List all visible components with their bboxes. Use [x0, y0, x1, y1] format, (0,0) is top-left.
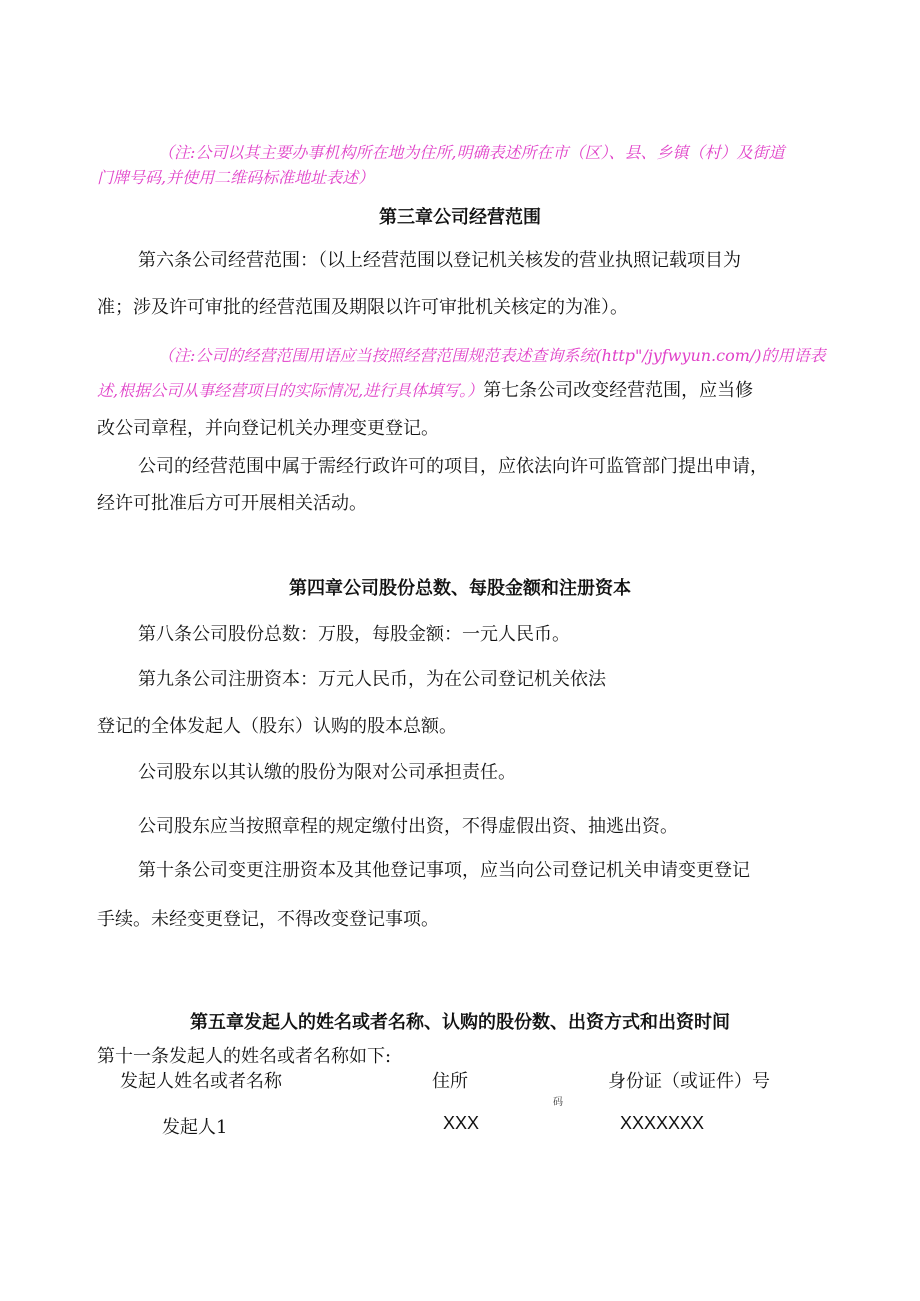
address-note-line-1: （注:公司以其主要办事机构所在地为住所,明确表述所在市（区）、县、乡镇（村）及街道	[158, 143, 785, 162]
article-11: 第十一条发起人的姓名或者名称如下:	[97, 1046, 392, 1067]
table-header-id: 身份证（或证件）号	[608, 1071, 770, 1092]
liability-line: 公司股东以其认缴的股份为限对公司承担责任。	[138, 762, 516, 783]
table-header-name: 发起人姓名或者名称	[120, 1071, 282, 1092]
chapter-5-title: 第五章发起人的姓名或者名称、认购的股份数、出资方式和出资时间	[190, 1012, 730, 1033]
contribution-line: 公司股东应当按照章程的规定缴付出资，不得虚假出资、抽逃出资。	[138, 816, 678, 837]
license-line-2: 经许可批准后方可开展相关活动。	[97, 493, 367, 514]
article-10-line-2: 手续。未经变更登记，不得改变登记事项。	[97, 909, 439, 930]
founder-address: XXX	[443, 1113, 480, 1133]
article-9-line-1: 第九条公司注册资本：万元人民币，为在公司登记机关依法	[138, 669, 606, 690]
article-7-line-2: 改公司章程，并向登记机关办理变更登记。	[97, 418, 439, 439]
chapter-4-title: 第四章公司股份总数、每股金额和注册资本	[289, 578, 631, 599]
license-line-1: 公司的经营范围中属于需经行政许可的项目，应依法向许可监管部门提出申请，	[138, 456, 768, 477]
founder-id: XXXXXXX	[620, 1113, 705, 1133]
article-6-line-1: 第六条公司经营范围：（以上经营范围以登记机关核发的营业执照记载项目为	[138, 250, 741, 271]
article-7-start: 第七条公司改变经营范围，应当修	[483, 380, 754, 401]
address-note-line-2: 门牌号码,并使用二维码标准地址表述）	[97, 168, 375, 187]
article-9-line-2: 登记的全体发起人（股东）认购的股本总额。	[97, 716, 457, 737]
table-header-address: 住所	[432, 1071, 468, 1092]
scope-note-line-2-row	[97, 376, 753, 402]
scope-note-line-1: （注:公司的经营范围用语应当按照经营范围规范表述查询系统(http"/jyfwyun.com/)的用语表	[158, 346, 826, 365]
scope-note-line-2: 述,根据公司从事经营项目的实际情况,进行具体填写。）	[97, 381, 484, 400]
founder-name: 发起人1	[162, 1117, 228, 1138]
chapter-3-title: 第三章公司经营范围	[379, 207, 541, 228]
stray-mark: 码	[553, 1097, 563, 1108]
article-8: 第八条公司股份总数：万股，每股金额：一元人民币。	[138, 624, 570, 645]
article-6-line-2: 准；涉及许可审批的经营范围及期限以许可审批机关核定的为准）。	[97, 297, 628, 318]
article-10-line-1: 第十条公司变更注册资本及其他登记事项，应当向公司登记机关申请变更登记	[138, 860, 750, 881]
